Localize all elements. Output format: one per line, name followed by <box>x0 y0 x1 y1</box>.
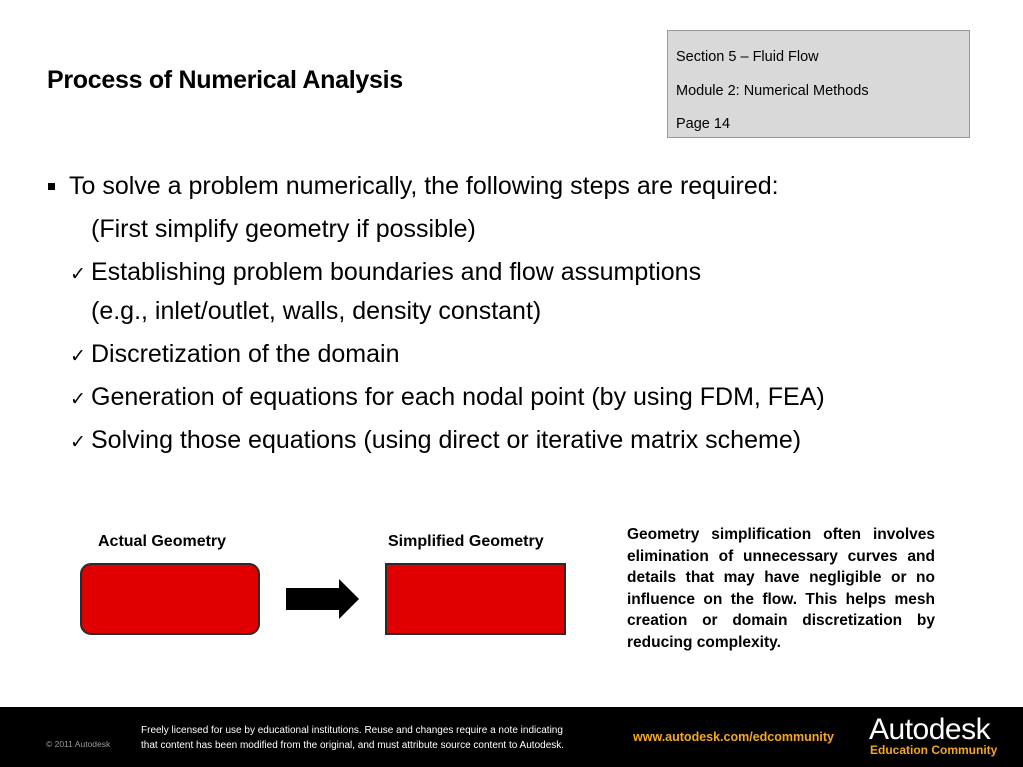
module-label: Module 2: Numerical Methods <box>676 82 869 99</box>
checkmark-icon: ✓ <box>70 346 86 367</box>
license-line-1: Freely licensed for use by educational institutions. Reuse and changes require a note indicating <box>141 725 563 736</box>
bullet-main-text: To solve a problem numerically, the following steps are required: <box>69 172 779 200</box>
actual-geometry-shape <box>80 563 260 635</box>
simplified-geometry-shape <box>385 563 566 635</box>
check-item-discretization: Discretization of the domain <box>91 340 400 368</box>
bullet-square-icon <box>48 183 55 190</box>
right-arrow-icon <box>285 578 361 622</box>
actual-geometry-label: Actual Geometry <box>98 533 227 550</box>
simplified-geometry-label: Simplified Geometry <box>388 533 544 550</box>
check-item-generation: Generation of equations for each nodal point (by using FDM, FEA) <box>91 383 825 411</box>
section-label: Section 5 – Fluid Flow <box>676 49 819 65</box>
autodesk-logo: Autodesk <box>869 713 991 746</box>
page-label: Page 14 <box>676 116 731 132</box>
checkmark-icon: ✓ <box>70 432 86 453</box>
license-line-2: that content has been modified from the original, and must attribute source content to Autodesk. <box>141 740 565 751</box>
simplification-note: Geometry simplification often involves elimination of unnecessary curves and details that may have negligible or no influence on the flow. This helps mesh creation or domain discretization by reducing complexity. <box>627 526 935 651</box>
bullet-sub-text: (First simplify geometry if possible) <box>91 215 476 243</box>
footer-bar <box>0 707 1023 767</box>
slide-title: Process of Numerical Analysis <box>47 66 403 94</box>
edcommunity-link[interactable]: www.autodesk.com/edcommunity <box>633 730 834 744</box>
section-info-box <box>667 30 970 138</box>
check-item-solving: Solving those equations (using direct or iterative matrix scheme) <box>91 426 802 454</box>
license-text <box>141 723 631 753</box>
education-community-label: Education Community <box>870 743 998 757</box>
checkmark-icon: ✓ <box>70 264 86 285</box>
check-item-continuation: (e.g., inlet/outlet, walls, density constant) <box>91 297 542 325</box>
copyright-text: © 2011 Autodesk <box>46 739 111 749</box>
checkmark-icon: ✓ <box>70 389 86 410</box>
check-item-boundaries: Establishing problem boundaries and flow assumptions <box>91 258 702 286</box>
